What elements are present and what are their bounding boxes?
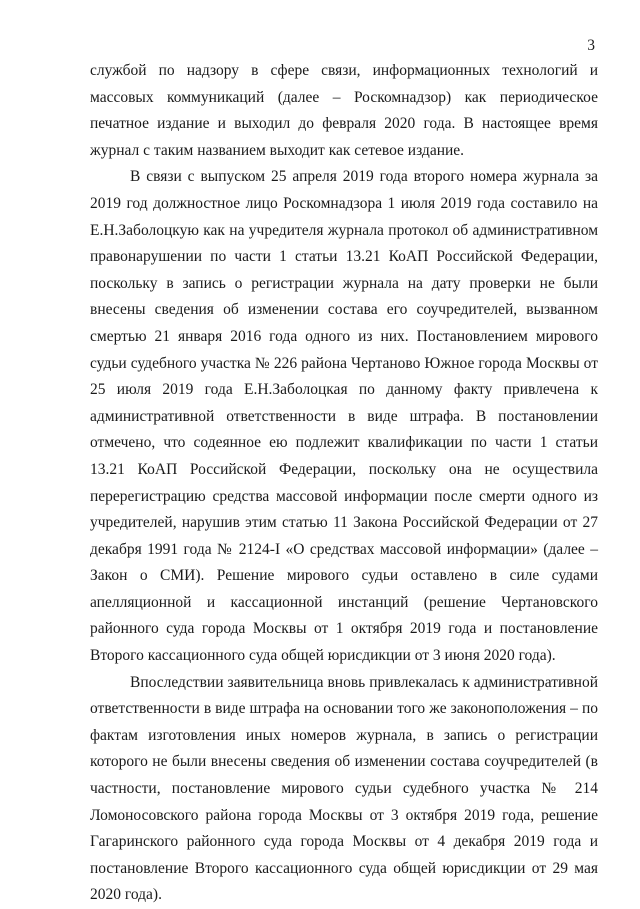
paragraph-continuation: службой по надзору в сфере связи, информационных технологий и массовых коммуникаций (далее – Роскомнадзор) как периодическое печатное издание и выходил до февраля 2020 года. В настоящее время журнал с таким названием выходит как сетевое издание. bbox=[90, 62, 598, 159]
paragraph-subsequent-fines: Впоследствии заявительница вновь привлекалась к административной ответственности в виде штрафа на основании того же законоположения – по фактам изготовления иных номеров журнала, в запись о регистрации которого не были внесены сведения об изменении состава соучредителей (в частности, постановление мирового судьи судебного участка № 214 Ломоносовского района города Москвы от 3 октября 2019 года, решение Гагаринского районного суда города Москвы от 4 декабря 2019 года и постановление Второго кассационного суда общей юрисдикции от 29 мая 2020 года). bbox=[90, 673, 598, 904]
document-body bbox=[90, 58, 598, 909]
paragraph-roskomnadzor-protocol: В связи с выпуском 25 апреля 2019 года второго номера журнала за 2019 год должностное лицо Роскомнадзора 1 июля 2019 года составило на Е.Н.Заболоцкую как на учредителя журнала протокол об административном правонарушении по части 1 статьи 13.21 КоАП Российской Федерации, поскольку в запись о регистрации журнала на дату проверки не были внесены сведения об изменении состава его соучредителей, вызванном смертью 21 января 2016 года одного из них. Постановлением мирового судьи судебного участка № 226 района Чертаново Южное города Москвы от 25 июля 2019 года Е.Н.Заболоцкая по данному факту привлечена к административной ответственности в виде штрафа. В постановлении отмечено, что содеянное ею подлежит квалификации по части 1 статьи 13.21 КоАП Российской Федерации, поскольку она не осуществила перерегистрацию средства массовой информации после смерти одного из учредителей, нарушив этим статью 11 Закона Российской Федерации от 27 декабря 1991 года № 2124-I «О средствах массовой информации» (далее – Закон о СМИ). Решение мирового судьи оставлено в силе судами апелляционной и кассационной инстанций (решение Чертановского районного суда города Москвы от 1 октября 2019 года и постановление Второго кассационного суда общей юрисдикции от 3 июня 2020 года). bbox=[90, 168, 598, 665]
page-number: 3 bbox=[587, 37, 595, 54]
